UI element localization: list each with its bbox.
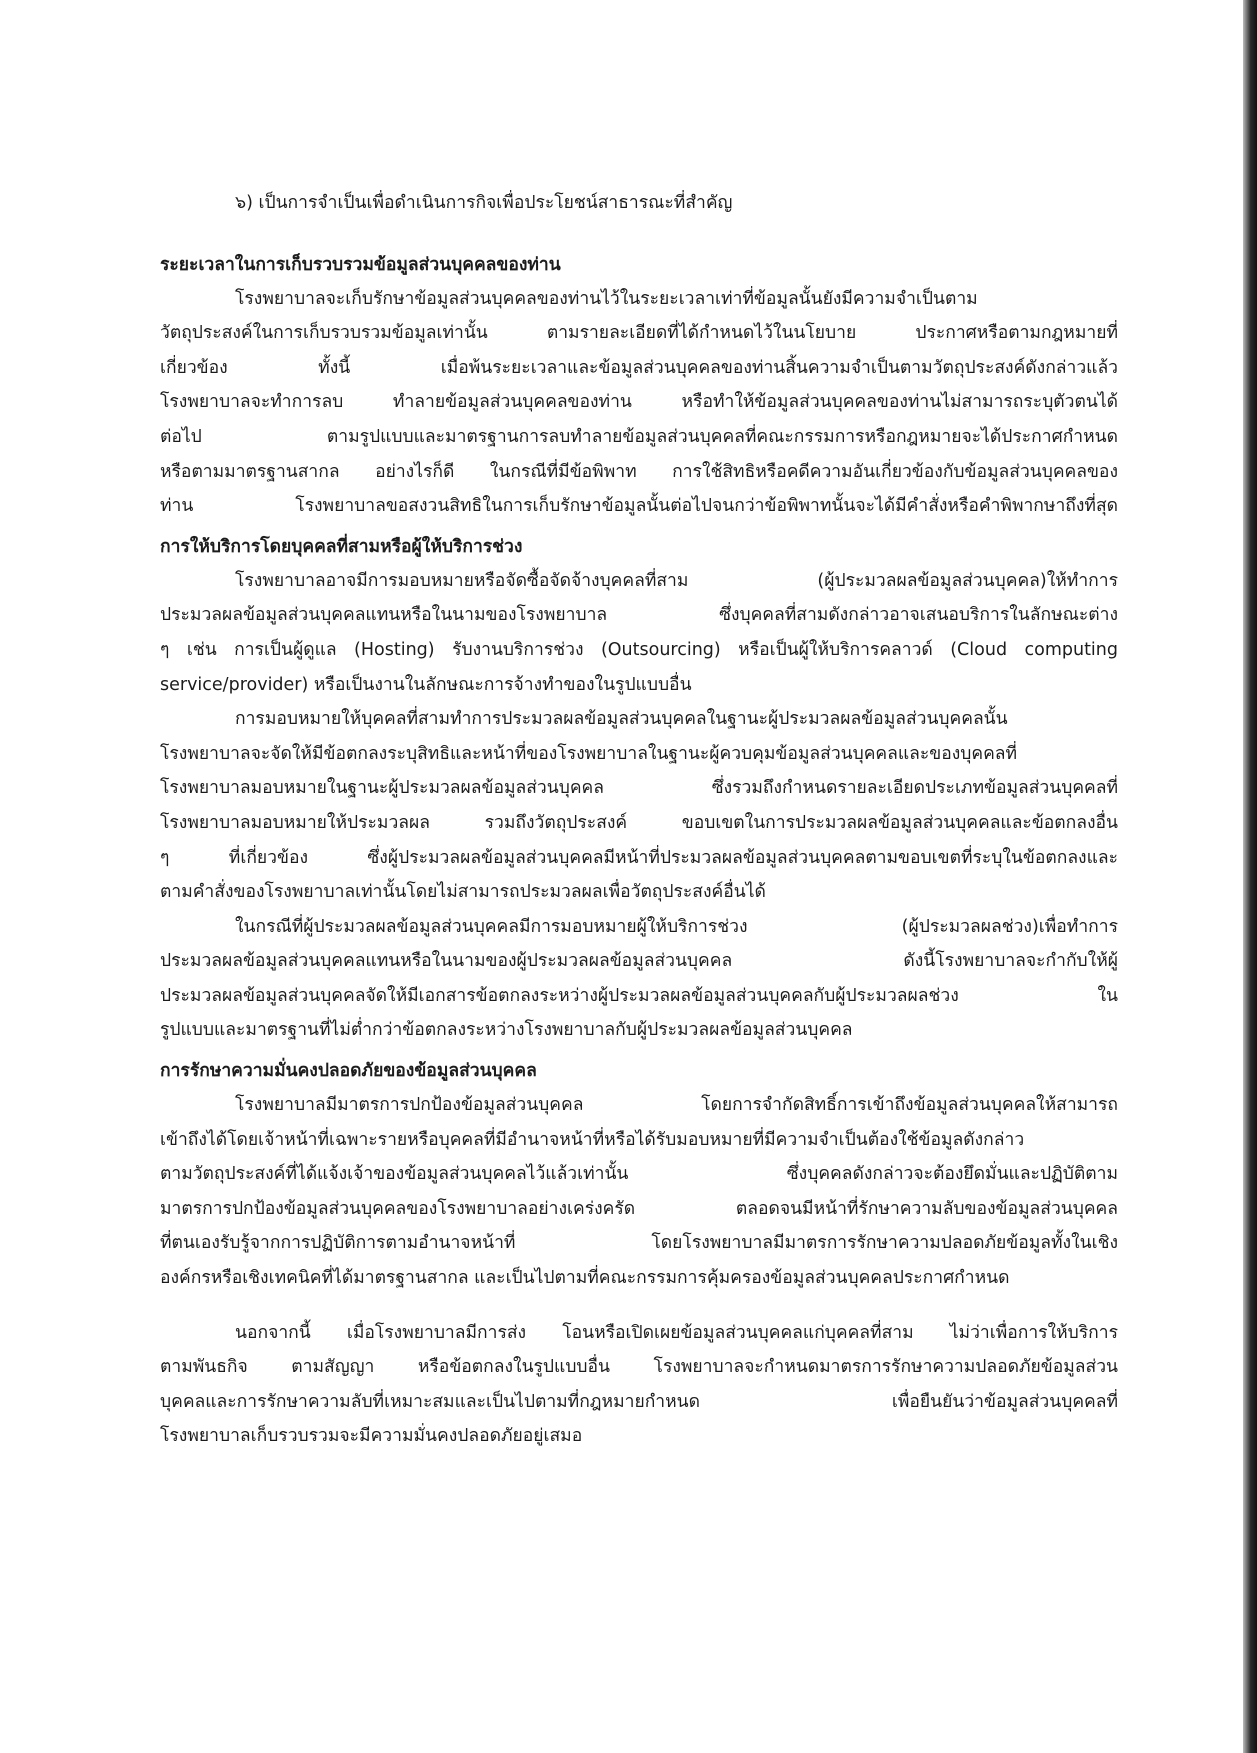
paragraph-line: ประมวลผลข้อมูลส่วนบุคคลแทนหรือในนามของโรงพยาบาล ซึ่งบุคคลที่สามดังกล่าวอาจเสนอบริการในลักษณะต่าง [160, 605, 1118, 626]
paragraph-line: ต่อไป ตามรูปแบบและมาตรฐานการลบทำลายข้อมูลส่วนบุคคลที่คณะกรรมการหรือกฎหมายจะได้ประกาศกำหนด [160, 426, 1118, 447]
paragraph-line: ที่ตนเองรับรู้จากการปฏิบัติการตามอำนาจหน้าที่ โดยโรงพยาบาลมีมาตรการรักษาความปลอดภัยข้อมูลทั้งในเชิง [160, 1233, 1118, 1254]
paragraph-line: วัตถุประสงค์ในการเก็บรวบรวมข้อมูลเท่านั้น ตามรายละเอียดที่ได้กำหนดไว้ในนโยบาย ประกาศหรือตามกฎหมายที่ [160, 323, 1118, 344]
section-heading-third-party: การให้บริการโดยบุคคลที่สามหรือผู้ให้บริการช่วง [160, 536, 523, 557]
paragraph-line: ๆ ที่เกี่ยวข้อง ซึ่งผู้ประมวลผลข้อมูลส่วนบุคคลมีหน้าที่ประมวลผลข้อมูลส่วนบุคคลตามขอบเขตที่ระบุในข้อตกลงและ [160, 847, 1118, 868]
paragraph-line: นอกจากนี้ เมื่อโรงพยาบาลมีการส่ง โอนหรือเปิดเผยข้อมูลส่วนบุคคลแก่บุคคลที่สาม ไม่ว่าเพื่อการให้บริการ [235, 1322, 1118, 1343]
paragraph-line: ประมวลผลข้อมูลส่วนบุคคลจัดให้มีเอกสารข้อตกลงระหว่างผู้ประมวลผลข้อมูลส่วนบุคคลกับผู้ประมวลผลช่วง ใน [160, 985, 1118, 1006]
paragraph-line: เกี่ยวข้อง ทั้งนี้ เมื่อพ้นระยะเวลาและข้อมูลส่วนบุคคลของท่านสิ้นความจำเป็นตามวัตถุประสงค์ดังกล่าวแล้ว [160, 357, 1118, 378]
paragraph-line: ตามพันธกิจ ตามสัญญา หรือข้อตกลงในรูปแบบอื่น โรงพยาบาลจะกำหนดมาตรการรักษาความปลอดภัยข้อมูลส่วน [160, 1357, 1118, 1378]
paragraph-third-party-1 [160, 564, 1118, 702]
paragraph-retention [160, 282, 1118, 524]
paragraph-line: โรงพยาบาลอาจมีการมอบหมายหรือจัดซื้อจัดจ้างบุคคลที่สาม (ผู้ประมวลผลข้อมูลส่วนบุคคล)ให้ทำการ [235, 570, 1118, 591]
list-item-6: ๖) เป็นการจำเป็นเพื่อดำเนินการกิจเพื่อประโยชน์สาธารณะที่สำคัญ [235, 193, 733, 213]
paragraph-line: องค์กรหรือเชิงเทคนิคที่ได้มาตรฐานสากล และเป็นไปตามที่คณะกรรมการคุ้มครองข้อมูลส่วนบุคคลประกาศกำหนด [160, 1268, 1010, 1289]
paragraph-third-party-2 [160, 702, 1118, 910]
paragraph-security-1 [160, 1088, 1118, 1296]
paragraph-line: โรงพยาบาลจะทำการลบ ทำลายข้อมูลส่วนบุคคลของท่าน หรือทำให้ข้อมูลส่วนบุคคลของท่านไม่สามารถระบุตัวตนได้ [160, 392, 1118, 413]
paragraph-line: ในกรณีที่ผู้ประมวลผลข้อมูลส่วนบุคคลมีการมอบหมายผู้ให้บริการช่วง (ผู้ประมวลผลช่วง)เพื่อทำการ [235, 916, 1118, 937]
paragraph-line: บุคคลและการรักษาความลับที่เหมาะสมและเป็นไปตามที่กฎหมายกำหนด เพื่อยืนยันว่าข้อมูลส่วนบุคคลที่ [160, 1391, 1118, 1412]
section-heading-retention: ระยะเวลาในการเก็บรวบรวมข้อมูลส่วนบุคคลของท่าน [160, 254, 561, 275]
scan-edge-shadow [1243, 0, 1257, 1753]
paragraph-line: ประมวลผลข้อมูลส่วนบุคคลแทนหรือในนามของผู้ประมวลผลข้อมูลส่วนบุคคล ดังนี้โรงพยาบาลจะกำกับให้ผู้ [160, 951, 1118, 972]
paragraph-third-party-3 [160, 910, 1118, 1048]
paragraph-line: ตามวัตถุประสงค์ที่ได้แจ้งเจ้าของข้อมูลส่วนบุคคลไว้แล้วเท่านั้น ซึ่งบุคคลดังกล่าวจะต้องยึดมั่นและปฏิบัติตาม [160, 1164, 1118, 1185]
paragraph-line: หรือตามมาตรฐานสากล อย่างไรก็ดี ในกรณีที่มีข้อพิพาท การใช้สิทธิหรือคดีความอันเกี่ยวข้องกับข้อมูลส่วนบุคคลของ [160, 461, 1118, 482]
paragraph-line: โรงพยาบาลมอบหมายให้ประมวลผล รวมถึงวัตถุประสงค์ ขอบเขตในการประมวลผลข้อมูลส่วนบุคคลและข้อตกลงอื่น [160, 812, 1118, 833]
document-page [160, 186, 1118, 1454]
paragraph-line: ท่าน โรงพยาบาลขอสงวนสิทธิในการเก็บรักษาข้อมูลนั้นต่อไปจนกว่าข้อพิพาทนั้นจะได้มีคำสั่งหรือคำพิพากษาถึงที่สุด [160, 496, 1118, 517]
paragraph-line: โรงพยาบาลจะจัดให้มีข้อตกลงระบุสิทธิและหน้าที่ของโรงพยาบาลในฐานะผู้ควบคุมข้อมูลส่วนบุคคลและของบุคคลที่ [160, 743, 1018, 764]
paragraph-line: ๆ เช่น การเป็นผู้ดูแล (Hosting) รับงานบริการช่วง (Outsourcing) หรือเป็นผู้ให้บริการคลาวด์ (Cloud computing [160, 639, 1118, 660]
paragraph-line: โรงพยาบาลมีมาตรการปกป้องข้อมูลส่วนบุคคล โดยการจำกัดสิทธิ์การเข้าถึงข้อมูลส่วนบุคคลให้สามารถ [235, 1095, 1118, 1116]
paragraph-line: service/provider) หรือเป็นงานในลักษณะการจ้างทำของในรูปแบบอื่น [160, 674, 692, 695]
paragraph-line: โรงพยาบาลมอบหมายในฐานะผู้ประมวลผลข้อมูลส่วนบุคคล ซึ่งรวมถึงกำหนดรายละเอียดประเภทข้อมูลส่วนบุคคลที่ [160, 778, 1118, 799]
paragraph-security-2 [160, 1316, 1118, 1454]
paragraph-line: รูปแบบและมาตรฐานที่ไม่ต่ำกว่าข้อตกลงระหว่างโรงพยาบาลกับผู้ประมวลผลข้อมูลส่วนบุคคล [160, 1020, 853, 1041]
section-heading-security: การรักษาความมั่นคงปลอดภัยของข้อมูลส่วนบุคคล [160, 1061, 537, 1082]
paragraph-line: มาตรการปกป้องข้อมูลส่วนบุคคลของโรงพยาบาลอย่างเคร่งครัด ตลอดจนมีหน้าที่รักษาความลับของข้อมูลส่วนบุคคล [160, 1198, 1118, 1219]
paragraph-line: การมอบหมายให้บุคคลที่สามทำการประมวลผลข้อมูลส่วนบุคคลในฐานะผู้ประมวลผลข้อมูลส่วนบุคคลนั้น [235, 709, 1008, 730]
paragraph-line: ตามคำสั่งของโรงพยาบาลเท่านั้นโดยไม่สามารถประมวลผลเพื่อวัตถุประสงค์อื่นได้ [160, 882, 766, 903]
paragraph-line: โรงพยาบาลเก็บรวบรวมจะมีความมั่นคงปลอดภัยอยู่เสมอ [160, 1426, 583, 1447]
paragraph-line: โรงพยาบาลจะเก็บรักษาข้อมูลส่วนบุคคลของท่านไว้ในระยะเวลาเท่าที่ข้อมูลนั้นยังมีความจำเป็นตาม [235, 288, 978, 309]
paragraph-line: เข้าถึงได้โดยเจ้าหน้าที่เฉพาะรายหรือบุคคลที่มีอำนาจหน้าที่หรือได้รับมอบหมายที่มีความจำเป็นต้องใช้ข้อมูลดังกล่าว [160, 1129, 1025, 1150]
